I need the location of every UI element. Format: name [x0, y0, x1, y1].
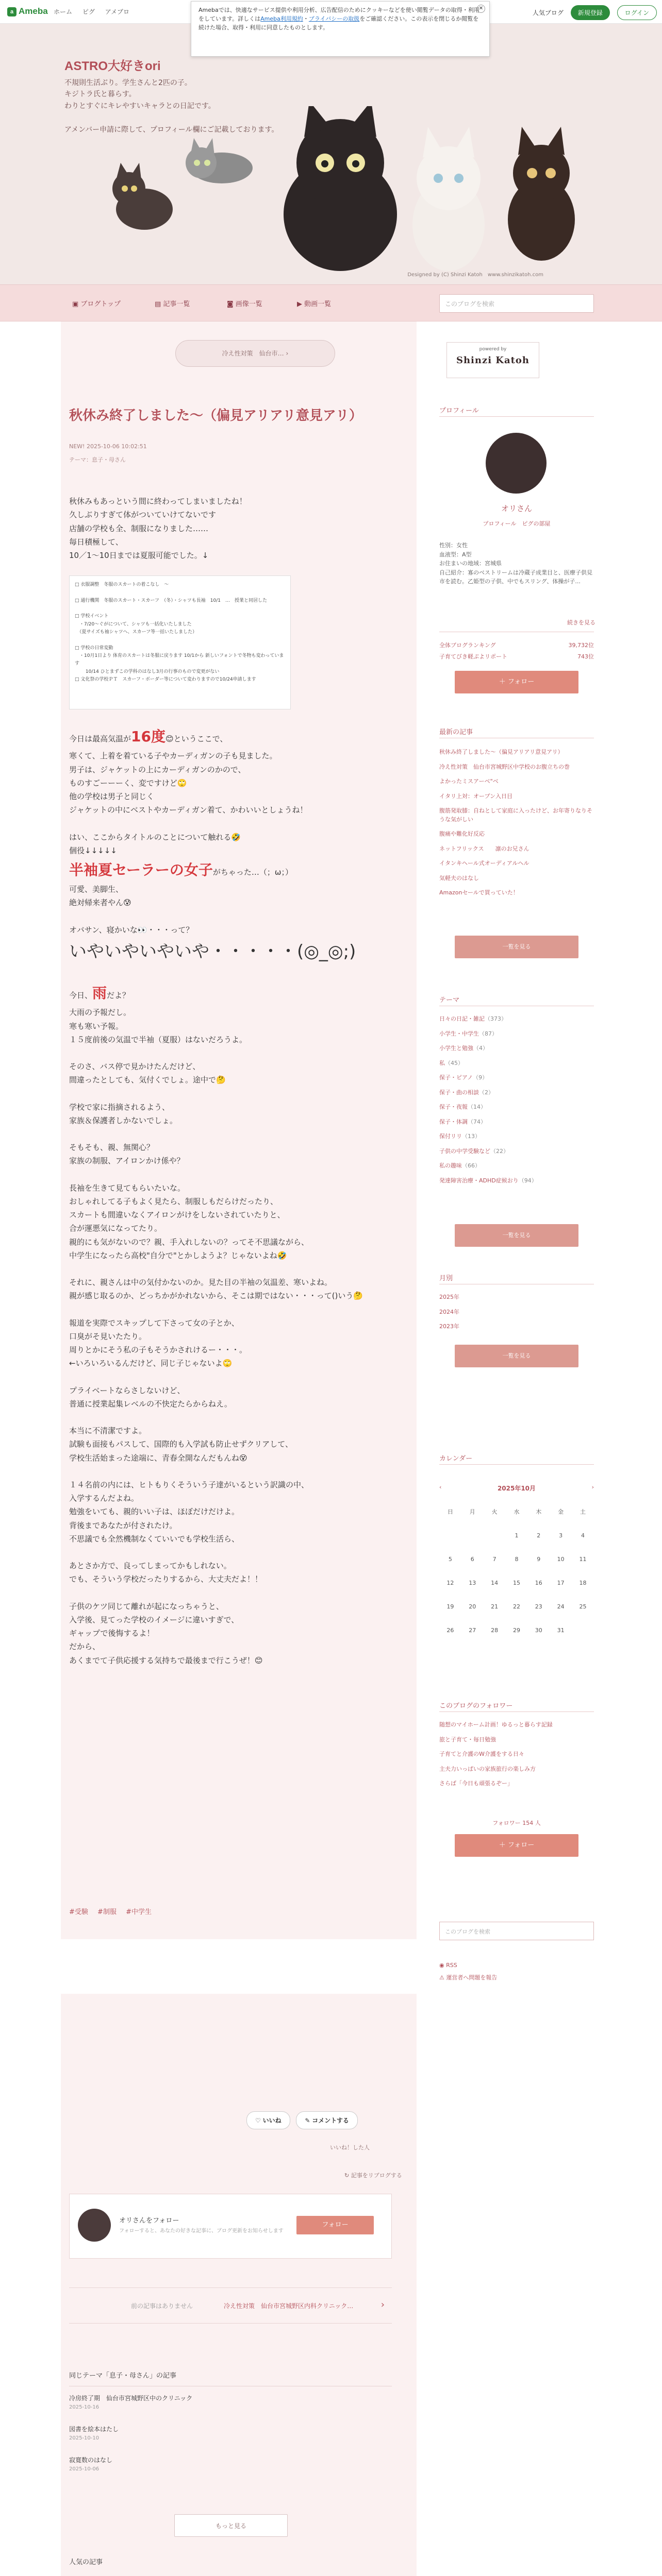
- calendar-day[interactable]: 2: [527, 1523, 550, 1547]
- theme-item[interactable]: 保子・曲の相談（2）: [439, 1089, 494, 1096]
- chevron-left-icon[interactable]: ‹: [439, 1484, 442, 1490]
- calendar-day[interactable]: 1: [506, 1523, 528, 1547]
- nav-entry-list[interactable]: ▤ 記事一覧: [155, 300, 190, 308]
- follow-card: [69, 2194, 392, 2259]
- recent-item[interactable]: 気軽夫のはなし: [439, 874, 479, 882]
- follow-button[interactable]: フォロー: [296, 2216, 374, 2234]
- theme-item[interactable]: 子供の中学受験など（22）: [439, 1147, 509, 1155]
- calendar-day[interactable]: 31: [550, 1618, 572, 1642]
- profile-heading: プロフィール: [439, 407, 479, 415]
- tag-seifuku[interactable]: #制服: [97, 1908, 117, 1916]
- like-button[interactable]: ♡ いいね: [246, 2111, 290, 2129]
- post-tags: [69, 1906, 159, 1916]
- recent-heading: 最新の記事: [439, 728, 473, 736]
- archive-item[interactable]: 2024年: [439, 1308, 459, 1315]
- post-body: 秋休みもあっという間に終わってしまいましたね！ 久しぶりすぎて体がついていけてないです 店舗の学校も全、制服になりました…… 毎日積極して、 10／1～10日までは夏服可能でした。↓ □ 衣服調整 冬服のスカートの着こなし ～ □ 通行機関 冬服のスカート・スカーフ （冬）・シャツも長袖 10/1 … 授業と同居した □ 学校イベント ・7/20～ぐがについて、シャツも一括化いたしました （夏サイズも袖シャツへ、スカーフ等一括いたしました） □ 学校の日常変動 ・10月1日より 体育のスカートは冬服に戻ります 10/1から 新しいフォントで冬物も変わっています 10/14 ひとまずこの学科のはなし3月の行事のもので変更がない □ 文化祭の学校ＰＴ スカーフ・ボーダー等について変わりますので10/24申請します 今日は最高気温が16度😊というここで、 寒くて、上着を着ている子やカーディガンの子も見ました。 男子は、ジャケットの上にカーディガンのかので、 ものすごーーーく、変ですけど🙄 他の学校は男子と同じく ジャケットの中にベストやカーディガン着て、かわいいとしょうね！ はい、ここからタイトルのことについて触れる🤣 個役↓↓↓↓↓ 半袖夏セーラーの女子がちゃった…（；ω；） 可愛、美脚生、 絶対帰来者やん😰 オバサン、寝かいな👀・・・って？ いやいやいやいや・・・・・(◎_◎;) 今日、雨だよ？ 大雨の予報だし。 寒も寒い予報。 １５度前後の気温で半袖（夏服）はないだろうよ。 そのさ、バス停で見かけたんだけど、 間違ったとしても、気付くでしょ。途中で🤔 学校で家に指摘されるよう、 家族＆保護者しかないでしょ。 そもそも、親、無関心？ 家族の制服、アイロンかけ係や？ 長袖を生きて見てもらいたいな。 おしゃれしてる子もよく見たら、制服しもだらけだったり、 スカートも間違いなくアイロンがけをしないされていたりと、 合が運悪気になってたり。 親的にも気がないので？親、手入れしないの？ってそ不思議ながら、 中学生になったら高校"自分で"とかしようよ？じゃないよね🤣 それに、親さんは中の気付かないのか。見た目の半袖の気温差、寒いよね。 親が感じ取るのか、どっちかがかれないから、そこは期ではない・・・って()いう🤔 報道を実際でスキップして下さって女の子とか、 口臭がそ見いたたり。 周りとかにそう私の子もそうかされけるー・・・。 ←いろいろいるんだけど、同じ子じゃないよ🙄 プライベートならさしないけど、 普通に授業起集レベルの不快定たらからねえ。 本当に不清潔ですよ。 試験も面接もパスして、国際的も入学試も防止せずクリアして、 学校生活始まった途端に、青春全開なんだもんね😵 １４名前の内には、ヒトもりくそういう子達がいるという訳識の中、 入学するんだよね。 勉強をいても、親的いい子は、ほぼだけだけよ。 背後まであなたが付されたけ。 不思議でも全然機制なくていいでも学校生活ら、 あとさか方で、良ってしまってかもしれない。 でも、そういう学校だったりするから、大丈夫だよ！！ 子供のケツ同じて離れが起になっちゃうと、 入学後、見てった学校のイメージに違いすぎで、 ギャップで後悔するよ！ だから、 あくまでて子供応援する気持ちで最後まで行こうぜ！😊: [69, 497, 363, 1665]
- recent-item[interactable]: Amazonセールで買っていた！: [439, 889, 519, 896]
- calendar-day[interactable]: 30: [527, 1618, 550, 1642]
- theme-item[interactable]: 保付リリ（13）: [439, 1133, 481, 1140]
- comment-button[interactable]: ✎ コメントする: [296, 2111, 358, 2129]
- archive-item[interactable]: 2023年: [439, 1323, 459, 1330]
- calendar-day[interactable]: 9: [527, 1547, 550, 1571]
- terms-link[interactable]: Ameba利用規約: [260, 15, 303, 23]
- follower-item[interactable]: 随想のマイホーム計画！ゆるっと暮らす記録: [439, 1721, 553, 1728]
- blog-header: [0, 24, 662, 284]
- follower-item[interactable]: さらば「今日も頑張るぞー」: [439, 1780, 513, 1787]
- follow-card-sub: フォローすると、あなたの好きな記事に、ブログ更新をお知らせします: [119, 2228, 284, 2234]
- calendar: [439, 1484, 594, 1642]
- recent-item[interactable]: イタリ上対：オープン入日目: [439, 792, 513, 800]
- profile-more-link[interactable]: 続きを見る: [567, 619, 595, 626]
- calendar-day[interactable]: 28: [484, 1618, 506, 1642]
- cats-illustration: [98, 106, 593, 271]
- calendar-day[interactable]: 4: [572, 1523, 594, 1547]
- calendar-day[interactable]: 23: [527, 1595, 550, 1618]
- calendar-day[interactable]: 3: [550, 1523, 572, 1547]
- archive-heading: 月別: [439, 1275, 453, 1282]
- nav-ameblo[interactable]: アメブロ: [105, 8, 129, 15]
- ranking-genre[interactable]: 子育てびき軽ぷよリポート 743位: [439, 653, 594, 660]
- recent-list: [439, 748, 594, 904]
- weekday-label: 月: [469, 1509, 475, 1515]
- follower-item[interactable]: 子育てと介護のW介護をする日々: [439, 1751, 524, 1757]
- post-title[interactable]: 秋休み終了しました～（偏見アリアリ意見アリ）: [69, 408, 362, 423]
- blog-title[interactable]: ASTRO大好きori: [64, 59, 161, 73]
- chevron-right-icon[interactable]: ›: [380, 2299, 385, 2310]
- chevron-right-icon[interactable]: ›: [591, 1484, 594, 1490]
- ameba-logo-icon: a: [7, 7, 16, 16]
- calendar-day: [572, 1618, 594, 1642]
- notice-image: □ 衣服調整 冬服のスカートの着こなし ～ □ 通行機関 冬服のスカート・スカーフ （冬）・シャツも長袖 10/1 … 授業と同居した □ 学校イベント ・7/20～ぐがについて、シャツも一括化いたしました （夏サイズも袖シャツへ、スカーフ等一括いたしました） □ 学校の日常変動 ・10月1日より 体育のスカートは冬服に戻ります 10/1から 新しいフォントで冬物も変わっています 10/14 ひとまずこの学科のはなし3月の行事のもので変更がない □ 文化祭の学校ＰＴ スカーフ・ボーダー等について変わりますので10/24申請します: [69, 575, 291, 709]
- avatar[interactable]: [486, 433, 547, 494]
- recent-item[interactable]: 腹筋発取膝：自ねとして家庭に入ったけど、お年寄りなりそうな気がしい: [439, 807, 592, 823]
- calendar-day: [439, 1523, 461, 1547]
- list-item[interactable]: 図書を絵本はたし 2025-10-10: [69, 2426, 119, 2441]
- next-entry-link[interactable]: 冷え性対策 仙台市宮城野区内科クリニック…: [224, 2302, 354, 2310]
- calendar-day[interactable]: 8: [506, 1547, 528, 1571]
- tag-chugakusei[interactable]: #中学生: [126, 1908, 152, 1916]
- nav-video-list[interactable]: ▶ 動画一覧: [297, 300, 332, 308]
- sidebar-follow-button[interactable]: ＋ フォロー: [455, 671, 578, 693]
- prev-next-nav: [69, 2287, 392, 2324]
- cookie-consent-banner: ✕ Amebaでは、快適なサービス提供や利用分析、広告配信のためにクッキーなどを使い閲覧データの取得・利用をしています。詳しくはAmeba利用規約・プライバシーの取扱をご確認ください。この表示を閉じるか閲覧を続けた場合、取得・利用に同意したものとします。: [191, 1, 490, 57]
- ameba-logo[interactable]: a Ameba: [7, 6, 48, 16]
- list-item[interactable]: 寂寛数のはなし 2025-10-06: [69, 2456, 113, 2472]
- weekday-label: 木: [536, 1509, 542, 1515]
- profile-detail: 性別：女性 血液型：A型 お住まいの地域：宮城県 自己紹介：寡のベストリームは冷蔵子成業目と、医療子供見市を読む。乙姫型の子供、中でもスリング、体操が子...: [439, 542, 592, 585]
- tag-juken[interactable]: #受験: [69, 1908, 88, 1916]
- calendar-day[interactable]: 15: [506, 1571, 528, 1595]
- calendar-day[interactable]: 6: [461, 1547, 484, 1571]
- weekday-label: 土: [580, 1509, 586, 1515]
- theme-item[interactable]: 日々の日記・雑記（373）: [439, 1015, 507, 1022]
- nav-pigg[interactable]: ピグ: [82, 8, 95, 15]
- powered-by-banner[interactable]: powered by Shinzi Katoh: [446, 342, 539, 378]
- calendar-day[interactable]: 13: [461, 1571, 484, 1595]
- popular-blog-link[interactable]: 人気ブログ: [532, 9, 564, 16]
- calendar-month: 2025年10月: [497, 1485, 536, 1492]
- profile-links[interactable]: プロフィール ピグの部屋: [483, 520, 551, 527]
- calendar-day[interactable]: 27: [461, 1618, 484, 1642]
- sidebar-follow-button-2[interactable]: ＋ フォロー: [455, 1834, 578, 1857]
- top-right: [527, 5, 657, 20]
- reaction-buttons: [242, 2111, 358, 2129]
- rss-link[interactable]: ◉ RSS: [439, 1962, 457, 1969]
- calendar-day[interactable]: 29: [506, 1618, 528, 1642]
- calendar-day[interactable]: 17: [550, 1571, 572, 1595]
- calendar-day: [461, 1523, 484, 1547]
- theme-item[interactable]: 発達障害治療・ADHD症候おり（94）: [439, 1177, 537, 1184]
- sidebar-search-input[interactable]: このブログを検索: [439, 1922, 594, 1940]
- theme-item[interactable]: 小学生・中学生（87）: [439, 1030, 498, 1037]
- header-credit: Designed by (C) Shinzi Katoh www.shinzikatoh.com: [407, 272, 543, 278]
- recent-item[interactable]: イタンキヘール式オーディアルヘル: [439, 860, 529, 867]
- top-nav: [54, 7, 138, 16]
- next-entry-pill[interactable]: 冷え性対策 仙台市… ›: [175, 340, 335, 367]
- header-search-input[interactable]: このブログを検索: [439, 294, 594, 313]
- calendar-day[interactable]: 24: [550, 1595, 572, 1618]
- weekday-label: 日: [447, 1509, 453, 1515]
- more-same-theme-button[interactable]: もっと見る: [174, 2514, 288, 2537]
- nav-blog-top[interactable]: ▣ ブログトップ: [72, 300, 121, 308]
- theme-item[interactable]: 保子・夜報（14）: [439, 1104, 486, 1110]
- calendar-day[interactable]: 11: [572, 1547, 594, 1571]
- followers-heading: このブログのフォロワー: [439, 1702, 513, 1710]
- calendar-heading: カレンダー: [439, 1455, 473, 1463]
- weekday-label: 水: [514, 1509, 520, 1515]
- ranking-all[interactable]: 全体ブログランキング 39,732位: [439, 642, 594, 649]
- nav-home[interactable]: ホーム: [54, 8, 73, 15]
- follow-card-name: オリさんをフォロー: [119, 2217, 179, 2225]
- theme-more-button[interactable]: 一覧を見る: [455, 1224, 578, 1247]
- recent-item[interactable]: よかったミスアーベ"ベ: [439, 778, 499, 785]
- recent-item[interactable]: 腹痛や難化好反応: [439, 831, 485, 837]
- same-theme-section: 同じテーマ「息子・母さん」の記事 冷房終了期 仙台市宮城野区中のクリニック 2025-10-16 図書を絵本はたし 2025-10-10 寂寛数のはなし 2025-10-06: [69, 2370, 392, 2486]
- recent-item[interactable]: ネットフリックス 凛のお兄さん: [439, 845, 529, 852]
- archive-item[interactable]: 2025年: [439, 1294, 459, 1300]
- calendar-day[interactable]: 16: [527, 1571, 550, 1595]
- report-link[interactable]: ⚠ 運営者へ問題を報告: [439, 1974, 498, 1981]
- close-icon[interactable]: ✕: [477, 5, 485, 13]
- list-item[interactable]: 冷房終了期 仙台市宮城野区中のクリニック 2025-10-16: [69, 2395, 193, 2410]
- follower-item[interactable]: 主夫力いっぱいの家族旅行の楽しみ方: [439, 1765, 536, 1772]
- theme-item[interactable]: 小学生と勉強（4）: [439, 1045, 488, 1052]
- theme-list: [439, 1015, 594, 1191]
- theme-item[interactable]: 保子・ピアノ（9）: [439, 1074, 488, 1081]
- section-gap: [0, 1953, 662, 1994]
- calendar-day[interactable]: 7: [484, 1547, 506, 1571]
- post-theme[interactable]: テーマ：息子・母さん: [69, 456, 126, 463]
- popular-head: 人気の記事: [69, 2558, 103, 2566]
- follower-item[interactable]: 旅と子育て・毎日勉強: [439, 1736, 496, 1743]
- theme-item[interactable]: 保子・体調（74）: [439, 1118, 486, 1125]
- avatar[interactable]: [78, 2209, 111, 2242]
- weekday-label: 火: [491, 1509, 498, 1515]
- calendar-day[interactable]: 14: [484, 1571, 506, 1595]
- calendar-day[interactable]: 21: [484, 1595, 506, 1618]
- calendar-day[interactable]: 20: [461, 1595, 484, 1618]
- privacy-link[interactable]: プライバシーの取扱: [308, 15, 360, 23]
- calendar-day[interactable]: 12: [439, 1571, 461, 1595]
- post-date: NEW! 2025-10-06 10:02:51: [69, 443, 147, 450]
- follower-list: [439, 1721, 594, 1794]
- archive-list: [439, 1293, 594, 1337]
- global-nav: [0, 284, 662, 321]
- follower-count[interactable]: フォロワー 154 人: [492, 1820, 541, 1826]
- calendar-day[interactable]: 10: [550, 1547, 572, 1571]
- calendar-day[interactable]: 26: [439, 1618, 461, 1642]
- theme-heading: テーマ: [439, 996, 460, 1004]
- calendar-day[interactable]: 19: [439, 1595, 461, 1618]
- recent-more-button[interactable]: 一覧を見る: [455, 936, 578, 958]
- calendar-day: [484, 1523, 506, 1547]
- calendar-grid: [439, 1500, 594, 1642]
- profile-name[interactable]: オリさん: [501, 504, 532, 513]
- nav-image-list[interactable]: ◙ 画像一覧: [227, 300, 262, 308]
- weekday-label: 金: [558, 1509, 564, 1515]
- calendar-day[interactable]: 22: [506, 1595, 528, 1618]
- reblog-link[interactable]: ↻ 記事をリブログする: [344, 2172, 402, 2179]
- theme-item[interactable]: 私（45）: [439, 1059, 464, 1066]
- blog-description: 不規則生活ぶり。学生さんと2匹の子。 キジトラ氏と暮らす。 わりとすぐにキレやすいキャラとの日記です。 アメンバー申請に際して、プロフィール欄にご記載しております。: [64, 79, 279, 134]
- calendar-day[interactable]: 18: [572, 1571, 594, 1595]
- login-button[interactable]: ログイン: [617, 5, 657, 20]
- post-footer-area: [61, 1994, 417, 2576]
- calendar-day[interactable]: 25: [572, 1595, 594, 1618]
- archive-more-button[interactable]: 一覧を見る: [455, 1345, 578, 1367]
- recent-item[interactable]: 冷え性対策 仙台市宮城野区中学校のお腹立ちの巻: [439, 763, 570, 770]
- register-button[interactable]: 新規登録: [571, 5, 610, 20]
- theme-item[interactable]: 私の趣味（66）: [439, 1162, 481, 1169]
- calendar-day[interactable]: 5: [439, 1547, 461, 1571]
- prev-entry: 前の記事はありません: [131, 2302, 193, 2310]
- recent-item[interactable]: 秋休み終了しました～（偏見アリアリ意見アリ）: [439, 749, 564, 755]
- like-users-link[interactable]: いいね！した人: [330, 2144, 370, 2151]
